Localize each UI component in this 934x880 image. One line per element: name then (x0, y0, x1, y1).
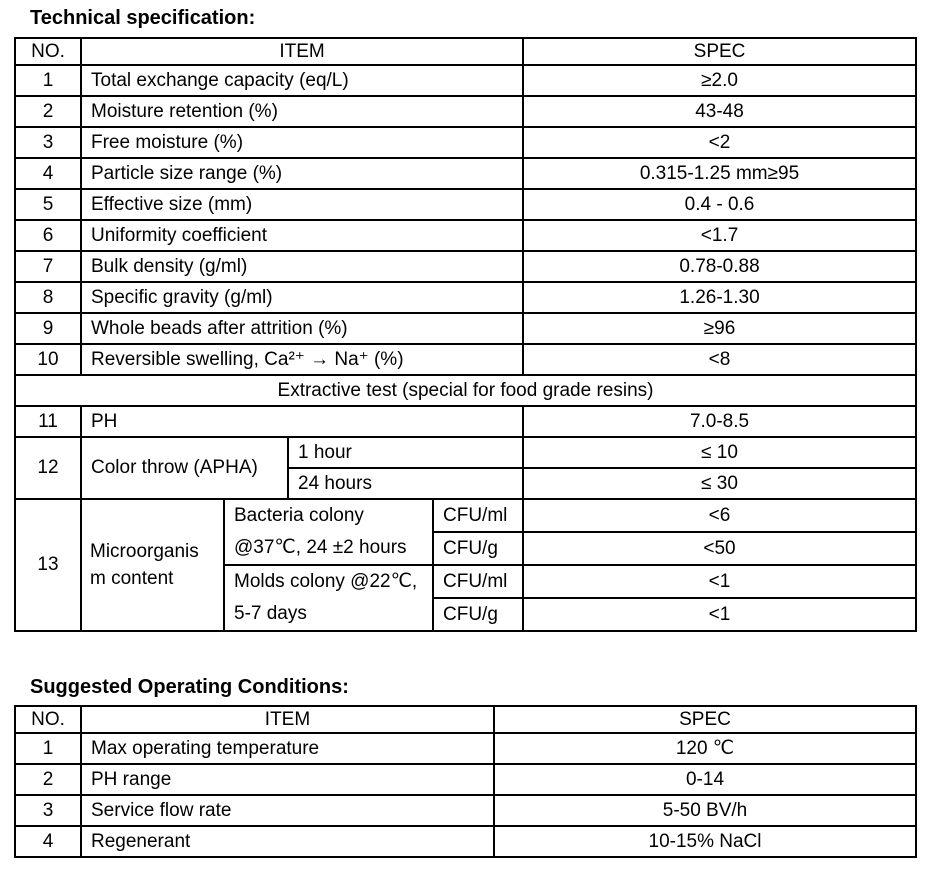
item-cell: Regenerant (81, 826, 494, 857)
item-cell: Free moisture (%) (81, 127, 523, 158)
item-cell: Effective size (mm) (81, 189, 523, 220)
spec-cell: ≥96 (523, 313, 916, 344)
item-cell: Particle size range (%) (81, 158, 523, 189)
no-cell: 10 (15, 344, 81, 375)
table-row (15, 499, 916, 532)
item-cell: Total exchange capacity (eq/L) (81, 65, 523, 96)
colony-label-cell: Molds colony @22℃, 5-7 days (224, 565, 433, 631)
spec-cell: ≤ 30 (523, 468, 916, 499)
no-cell: 6 (15, 220, 81, 251)
spec-cell: 0-14 (494, 764, 916, 795)
table-row (15, 282, 916, 313)
spec-cell: <8 (523, 344, 916, 375)
technical-spec-table (14, 37, 917, 632)
no-cell: 4 (15, 158, 81, 189)
table-row (15, 826, 916, 857)
no-cell: 8 (15, 282, 81, 313)
unit-cell: CFU/g (433, 532, 523, 565)
spec-cell: <2 (523, 127, 916, 158)
header-item: ITEM (81, 38, 523, 65)
no-cell: 3 (15, 795, 81, 826)
operating-conditions-title: Suggested Operating Conditions: (30, 676, 349, 698)
spec-cell: 10-15% NaCl (494, 826, 916, 857)
colony-label-cell: Bacteria colony @37℃, 24 ±2 hours (224, 499, 433, 565)
no-cell: 2 (15, 96, 81, 127)
spec-cell: 5-50 BV/h (494, 795, 916, 826)
table-row (15, 733, 916, 764)
table-row (15, 96, 916, 127)
spec-cell: 0.78-0.88 (523, 251, 916, 282)
table-row (15, 158, 916, 189)
spec-cell: 7.0-8.5 (523, 406, 916, 437)
spec-cell: <1 (523, 598, 916, 631)
no-cell: 4 (15, 826, 81, 857)
sub-item-cell: 1 hour (288, 437, 523, 468)
spec-cell: 43-48 (523, 96, 916, 127)
table-header-row (15, 38, 916, 65)
no-cell: 12 (15, 437, 81, 499)
spec-cell: 0.4 - 0.6 (523, 189, 916, 220)
item-cell: Uniformity coefficient (81, 220, 523, 251)
section-row (15, 375, 916, 406)
item-cell: Moisture retention (%) (81, 96, 523, 127)
no-cell: 11 (15, 406, 81, 437)
table-row (15, 65, 916, 96)
item-cell: PH range (81, 764, 494, 795)
table-row (15, 220, 916, 251)
header-spec: SPEC (523, 38, 916, 65)
no-cell: 3 (15, 127, 81, 158)
spec-cell: ≥2.0 (523, 65, 916, 96)
table-header-row (15, 706, 916, 733)
item-cell: Color throw (APHA) (81, 437, 288, 499)
no-cell: 1 (15, 733, 81, 764)
no-cell: 9 (15, 313, 81, 344)
item-cell: Specific gravity (g/ml) (81, 282, 523, 313)
item-cell: Whole beads after attrition (%) (81, 313, 523, 344)
spec-cell: 0.315-1.25 mm≥95 (523, 158, 916, 189)
spec-cell: <1.7 (523, 220, 916, 251)
table-row (15, 764, 916, 795)
unit-cell: CFU/g (433, 598, 523, 631)
item-cell: Max operating temperature (81, 733, 494, 764)
item-cell: Reversible swelling, Ca²⁺ → Na⁺ (%) (81, 344, 523, 375)
table-row (15, 189, 916, 220)
item-cell: Service flow rate (81, 795, 494, 826)
table-row (15, 313, 916, 344)
spec-cell: <6 (523, 499, 916, 532)
unit-cell: CFU/ml (433, 565, 523, 598)
table-row (15, 406, 916, 437)
header-no: NO. (15, 706, 81, 733)
table-row (15, 437, 916, 468)
item-cell: PH (81, 406, 523, 437)
spec-cell: 120 ℃ (494, 733, 916, 764)
header-no: NO. (15, 38, 81, 65)
no-cell: 5 (15, 189, 81, 220)
section-title-cell: Extractive test (special for food grade resins) (15, 375, 916, 406)
sub-item-cell: 24 hours (288, 468, 523, 499)
no-cell: 1 (15, 65, 81, 96)
no-cell: 2 (15, 764, 81, 795)
item-cell: Bulk density (g/ml) (81, 251, 523, 282)
spec-cell: 1.26-1.30 (523, 282, 916, 313)
table-row (15, 795, 916, 826)
header-spec: SPEC (494, 706, 916, 733)
unit-cell: CFU/ml (433, 499, 523, 532)
technical-spec-title: Technical specification: (30, 7, 256, 29)
table-row (15, 127, 916, 158)
spec-cell: <1 (523, 565, 916, 598)
operating-conditions-table (14, 705, 917, 858)
no-cell: 13 (15, 499, 81, 631)
spec-cell: ≤ 10 (523, 437, 916, 468)
table-row (15, 344, 916, 375)
item-cell: Microorganism content (81, 499, 224, 631)
spec-cell: <50 (523, 532, 916, 565)
no-cell: 7 (15, 251, 81, 282)
table-row (15, 251, 916, 282)
header-item: ITEM (81, 706, 494, 733)
